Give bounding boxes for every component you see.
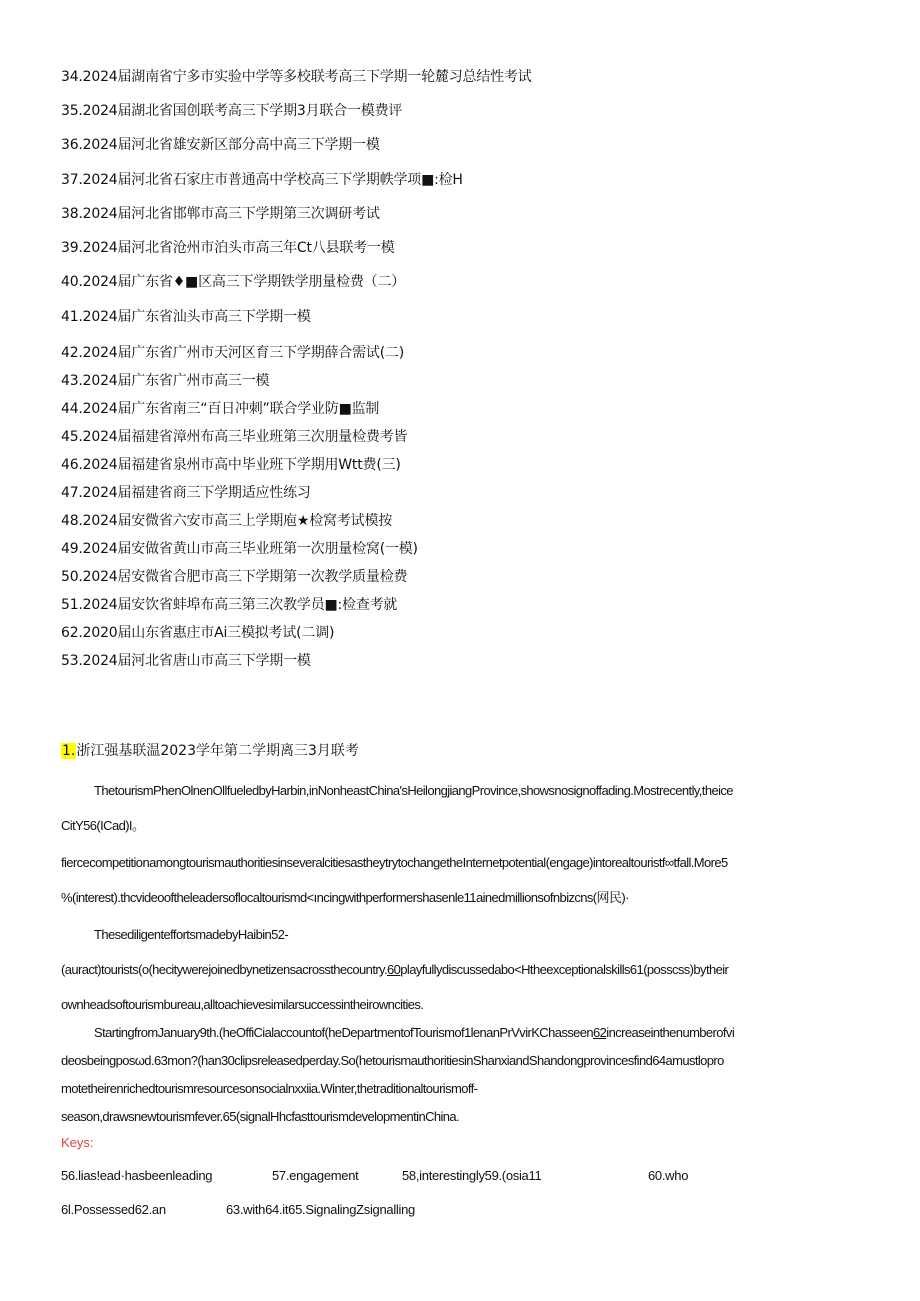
list-item: 48.2024届安微省六安市高三上学期庖★检窝考试模按 [61,513,393,529]
list-item: 43.2024届广东省广州市高三一模 [61,373,270,389]
list-item: 42.2024届广东省广州市天河区育三下学期薛合需试(二) [61,345,405,361]
answer-key: 57.engagement [272,1168,359,1183]
passage-line [61,961,728,979]
blank-number: 60 [387,962,401,977]
list-item: 36.2024届河北省雄安新区部分高中高三下学期一模 [61,137,380,153]
answer-key: 6l.Possessed62.an [61,1202,166,1217]
passage-line: ThesediligenteffortsmadebyHaibin52- [94,927,289,942]
passage-line: ThetourismPhenOlnenOllfueledbyHarbin,inNonheastChina'sHeilongjiangProvince,showsnosignoffading.Mostrecently,theice [94,783,733,798]
list-item: 41.2024届广东省汕头市高三下学期一模 [61,309,311,325]
exam-title: 浙江强基联温2023学年第二学期离三3月联考 [76,743,359,759]
answer-key: 60.who [648,1168,689,1183]
passage-text: increaseinthenumberofvi [606,1025,735,1040]
answer-key: 63.with64.it65.SignalingZsignalling [226,1202,415,1217]
passage-text: playfullydiscussedabo<Htheexceptionalskills61(posscss)bytheir [400,962,729,977]
keys-label: Keys: [61,1135,94,1150]
passage-text: StartingfromJanuary9th.(heOffiCialaccountof(heDepartmentofTourismof1lenanPrVvirKChasseen [94,1025,594,1040]
list-item: 44.2024届广东省南三“百日冲刺”联合学业防■监制 [61,401,380,417]
section-title [61,741,359,761]
passage-line: deosbeingposωd.63mon?(han30clipsreleasedperday.So(hetourismauthoritiesinShanxiandShandongprovincesfind64amustlopro [61,1053,724,1068]
passage-line: season,drawsnewtourismfever.65(signalHhcfasttourismdevelopmentinChina. [61,1109,460,1124]
list-item: 49.2024届安做省黄山市高三毕业班第一次朋量检窝(一模) [61,541,418,557]
list-item: 40.2024届广东省♦■区高三下学期铁学朋量检费（二） [61,274,406,290]
list-item: 35.2024届湖北省国创联考高三下学期3月联合一模费评 [61,103,403,119]
list-item: 38.2024届河北省邯郸市高三下学期第三次调研考试 [61,206,380,222]
list-item: 62.2020届山东省惠庄市Ai三模拟考试(二调) [61,625,335,641]
passage-line [94,1024,734,1042]
passage-text: (auract)tourists(o(hecitywerejoinedbynetizensacrossthecountry. [61,962,388,977]
passage-line: %(interest).thcvideooftheleadersoflocaltourismd<ıncingwithperformershasenle11ainedmillionsofnbizcns(网民)· [61,890,629,905]
passage-line: fiercecompetitionamongtourismauthoritiesinseveralcitiesastheytrytochangetheInternetpotential(engage)intorealtouristf∞tfall.More5 [61,855,728,870]
list-item: 34.2024届湖南省宁多市实验中学等多校联考高三下学期一轮麓习总结性考试 [61,69,532,85]
list-item: 37.2024届河北省石家庄市普通高中学校高三下学期帙学项■:检H [61,172,463,188]
list-item: 50.2024居安微省合肥市高三下学期第一次教学质量检费 [61,569,408,585]
passage-line: motetheirenrichedtourismresourcesonsocialnxxiia.Winter,thetraditionaltourismoff- [61,1081,478,1096]
list-item: 45.2024届福建省漳州布高三毕业班第三次朋量检费考皆 [61,429,408,445]
question-number: 1. [62,743,76,759]
passage-line: ownheadsoftourismbureau,alltoachievesimilarsuccessintheirowncities. [61,997,424,1012]
list-item: 46.2024届福建省泉州市高中毕业班下学期用Wtt费(三) [61,457,401,473]
list-item: 51.2024届安饮省蚌埠布高三第三次教学员■:检查考就 [61,597,398,613]
list-item: 47.2024届福建省商三下学期适应性练习 [61,485,311,501]
list-item: 53.2024届河北省唐山市高三下学期一模 [61,653,311,669]
passage-line: CitY56(ICad)I。 [61,818,145,833]
blank-number: 62 [593,1025,607,1040]
answer-key: 56.lias!ead·hasbeenleading [61,1168,213,1183]
answer-key: 58,interestingly59.(osia11 [402,1168,542,1183]
list-item: 39.2024届河北省沧州市泊头市高三年Ct八县联考一模 [61,240,395,256]
